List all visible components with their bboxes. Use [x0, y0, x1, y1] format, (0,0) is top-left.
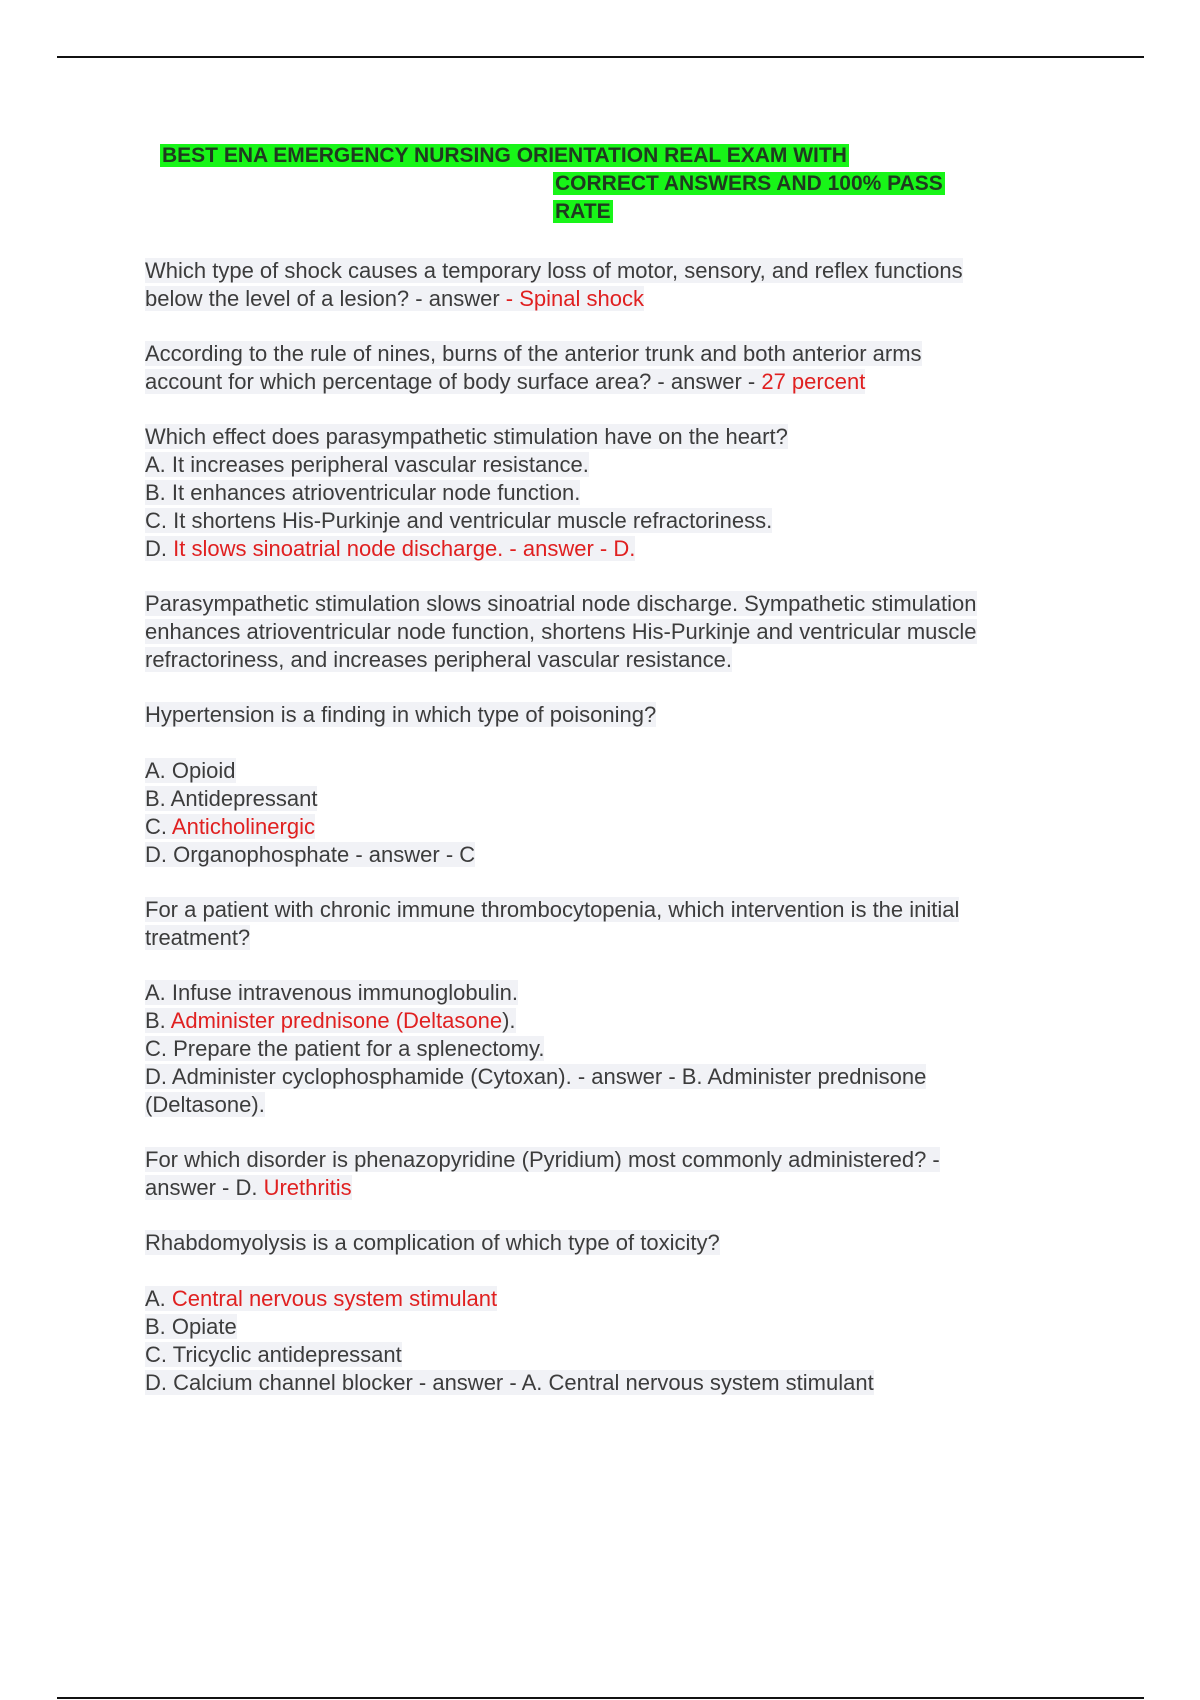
answer-text: Anticholinergic: [171, 814, 315, 839]
footer-rule: [57, 1697, 1144, 1699]
question-7-stem: Rhabdomyolysis is a complication of which type of toxicity?: [145, 1230, 720, 1255]
answer-text: - Spinal shock: [499, 286, 644, 311]
question-3-explanation: Parasympathetic stimulation slows sinoatrial node discharge. Sympathetic stimulation enhances atrioventricular node function, shortens His-Purkinje and ventricular muscle refractoriness, and increases peripheral vascular resistance.: [145, 591, 977, 672]
question-4-stem: Hypertension is a finding in which type of poisoning?: [145, 702, 657, 727]
question-5-stem: For a patient with chronic immune thrombocytopenia, which intervention is the initial treatment?: [145, 897, 960, 950]
title-line-1: BEST ENA EMERGENCY NURSING ORIENTATION REAL EXAM WITH: [162, 144, 847, 167]
answer-text: Administer prednisone (Deltasone: [170, 1008, 503, 1033]
answer-text: Urethritis: [263, 1175, 352, 1200]
question-6: For which disorder is phenazopyridine (Pyridium) most commonly administered? - answer - D. Urethritis: [145, 1147, 940, 1200]
document-title: [160, 142, 1040, 226]
question-1: Which type of shock causes a temporary loss of motor, sensory, and reflex functions below the level of a lesion? - answer - Spinal shock: [145, 258, 963, 311]
header-rule: [57, 56, 1144, 58]
question-5-options: A. Infuse intravenous immunoglobulin. B. Administer prednisone (Deltasone). C. Prepare the patient for a splenectomy. D. Administer cyclophosphamide (Cytoxan). - answer - B. Administer prednisone (Deltasone).: [145, 980, 927, 1117]
question-7-options: A. Central nervous system stimulant B. Opiate C. Tricyclic antidepressant D. Calcium channel blocker - answer - A. Central nervous system stimulant: [145, 1286, 874, 1395]
answer-text: It slows sinoatrial node discharge. - answer - D.: [173, 536, 636, 561]
title-line-3: RATE: [555, 200, 611, 223]
question-4-options: A. Opioid B. Antidepressant C. Anticholinergic D. Organophosphate - answer - C: [145, 758, 476, 867]
answer-text: 27 percent: [761, 369, 866, 394]
exam-content: [145, 257, 1080, 1424]
question-2: According to the rule of nines, burns of the anterior trunk and both anterior arms account for which percentage of body surface area? - answer - 27 percent: [145, 341, 922, 394]
question-3: Which effect does parasympathetic stimulation have on the heart? A. It increases peripheral vascular resistance. B. It enhances atrioventricular node function. C. It shortens His-Purkinje and ventricular muscle refractoriness. D. It slows sinoatrial node discharge. - answer - D.: [145, 424, 788, 561]
title-line-2: CORRECT ANSWERS AND 100% PASS: [555, 172, 943, 195]
answer-text: Central nervous system stimulant: [171, 1286, 498, 1311]
